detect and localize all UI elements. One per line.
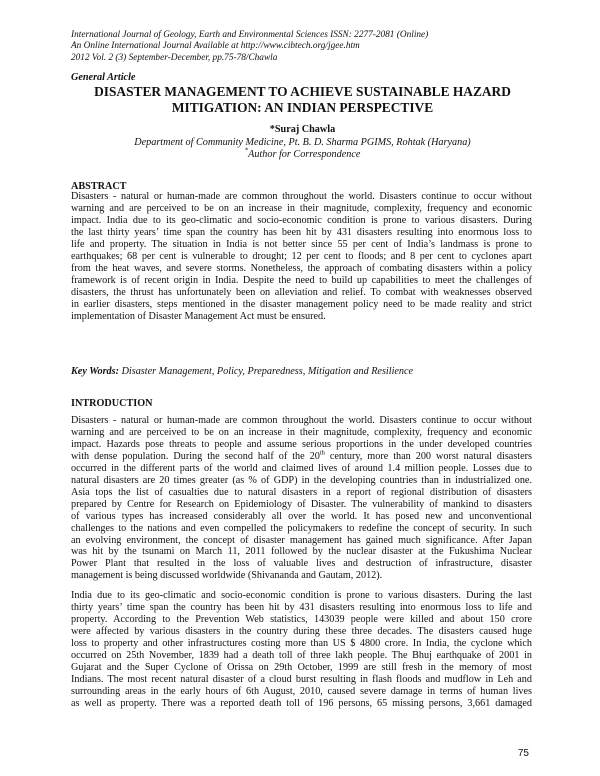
paragraph-line: India due to its geo-climatic and socio-economic condition is prone to various disasters. During the last	[71, 590, 532, 601]
paragraph-line: prepared by Centre for Research on Epidemiology of Disaster. The vulnerability of mankind to disasters	[71, 498, 532, 510]
journal-header-line: An Online International Journal Available at http://www.cibtech.org/jgee.htm	[71, 41, 360, 52]
abstract-line: earthquakes; 68 per cent is vulnerable to drought; 12 per cent to floods; and 8 per cent to cyclones apart	[71, 250, 532, 262]
paragraph-line: thirty years’ time span the country has been hit by 431 disasters resulting into enormous loss to life and	[71, 601, 532, 613]
abstract-body	[71, 191, 532, 322]
paragraph-line: Asia tops the list of casualties due to natural disasters in a report of regional distribution of disasters	[71, 486, 532, 498]
introduction-paragraph-1	[71, 415, 532, 582]
paper-title-line: MITIGATION: AN INDIAN PERSPECTIVE	[171, 99, 434, 115]
keywords-text: Disaster Management, Policy, Preparedness, Mitigation and Resilience	[121, 366, 414, 377]
line-part: century, more than 200 worst natural disasters	[324, 450, 532, 462]
paragraph-line: surrounding areas in the early hours of 6th August, 2010, caused severe damage in terms of human lives	[71, 685, 532, 697]
article-type: General Article	[71, 72, 136, 83]
paragraph-line: were affected by various disasters in the country during these three decades. The disasters caused huge	[71, 625, 532, 637]
paragraph-line: challenges to the nations and even compelled the policymakers to redefine the concept of security. In such	[71, 522, 532, 534]
abstract-line: life and property. The situation in India is not better since 55 per cent of India’s landmass is prone to	[71, 238, 532, 250]
keywords	[71, 366, 413, 377]
correspondence-text: Author for Correspondence	[248, 149, 361, 160]
line-part: with dense population. During the second half of the 20	[71, 450, 320, 462]
introduction-heading: INTRODUCTION	[71, 398, 153, 409]
paragraph-line: occurred in the different parts of the world and claimed lives of around 1.4 million people. Losses due to	[71, 462, 532, 474]
paragraph-line: Gujarat and the Super Cyclone of Orissa on 29th October, 1999 are still fresh in the memory of most	[71, 661, 532, 673]
keywords-label: Key Words:	[71, 366, 120, 377]
abstract-line: warning and are perceived to be on an increase in their magnitude, complexity, frequency and economic	[71, 202, 532, 214]
paragraph-line: Power Plant that resulted in the loss of valuable lives and destruction of infrastructure, disaster	[71, 558, 532, 570]
paper-title-line: DISASTER MANAGEMENT TO ACHIEVE SUSTAINABLE HAZARD	[94, 84, 511, 99]
abstract-line: from the heat waves, and severe storms. Nonetheless, the approach of combating disasters within a policy	[71, 262, 532, 274]
paragraph-line: management is being discussed worldwide (Shivananda and Gautam, 2012).	[71, 570, 383, 582]
author-block	[71, 124, 534, 162]
paragraph-line: an evolving environment, the concept of disaster management has gained much significance. After Japan	[71, 534, 532, 546]
paragraph-line: Disasters - natural or human-made are common throughout the world. Disasters continue to occur without	[71, 415, 532, 426]
abstract-line: framework is of recent origin in India. Despite the need to build up capabilities to meet the challenges of	[71, 274, 532, 286]
abstract-line: in earlier disasters, steps mentioned in the disaster management policy need to be made reality and strict	[71, 298, 532, 310]
abstract-line: Disasters - natural or human-made are common throughout the world. Disasters continue to occur without	[71, 191, 532, 202]
paragraph-line: impact. Hazards pose threats to people and assume serious proportions in the under developed countries	[71, 438, 532, 450]
abstract-line: disasters, the thrust has unfortunately been on alleviation and relief. To combat with weaknesses observed	[71, 286, 532, 298]
abstract-line: the last thirty years’ time span the country has been hit by 431 disasters resulting into enormous loss to	[71, 226, 532, 238]
journal-header-line: 2012 Vol. 2 (3) September-December, pp.75-78/Chawla	[71, 52, 278, 63]
author-affiliation: Department of Community Medicine, Pt. B. D. Sharma PGIMS, Rohtak (Haryana)	[134, 136, 471, 148]
author-name: *Suraj Chawla	[269, 124, 336, 135]
paragraph-line: property. According to the Prevention Web statistics, 143039 people were killed and about 150 crore	[71, 613, 532, 625]
paragraph-line: Indians. The most recent natural disaster of a cloud burst resulting in flash floods and mudflow in Leh and	[71, 673, 532, 685]
journal-header	[71, 30, 541, 64]
superscript: th	[319, 449, 325, 457]
paragraph-line: of various types has increased considerably all over the world. It has posed new and unconventional	[71, 510, 532, 522]
paragraph-line: warning and are perceived to be on an increase in their magnitude, complexity, frequency and economic	[71, 426, 532, 438]
page-number: 75	[517, 748, 529, 759]
correspondence-mark: *	[244, 146, 249, 155]
journal-header-line: International Journal of Geology, Earth and Environmental Sciences ISSN: 2277-2081 (Online)	[71, 30, 429, 40]
paragraph-line: as well as property. There was a reported death toll of 196 persons, 65 missing persons, 3,661 damaged	[71, 697, 532, 709]
correspondence-note	[71, 146, 534, 162]
abstract-heading: ABSTRACT	[71, 181, 127, 192]
paragraph-line	[71, 451, 532, 463]
abstract-line: implementation of Disaster Management Act must be ensured.	[71, 310, 326, 322]
paragraph-line: natural disasters are 20 times greater (as % of GDP) in the developing countries than in industrialized one.	[71, 474, 532, 486]
paper-title	[71, 84, 534, 115]
introduction-paragraph-2	[71, 590, 532, 710]
paragraph-line: loss to property and other infrastructures costing more than US $ 4800 crore. In India, the cyclone which	[71, 637, 532, 649]
abstract-line: impact. India due to its geo-climatic and socio-economic condition is prone to various disasters. During	[71, 214, 532, 226]
paragraph-line: was hit by the tsunami on March 11, 2011 followed by the nuclear disaster at the Fukushima Nuclear	[71, 546, 532, 558]
paragraph-line: occurred on 25th November, 1839 had a death toll of three lakh people. The Bhuj earthquake of 2001 in	[71, 649, 532, 661]
